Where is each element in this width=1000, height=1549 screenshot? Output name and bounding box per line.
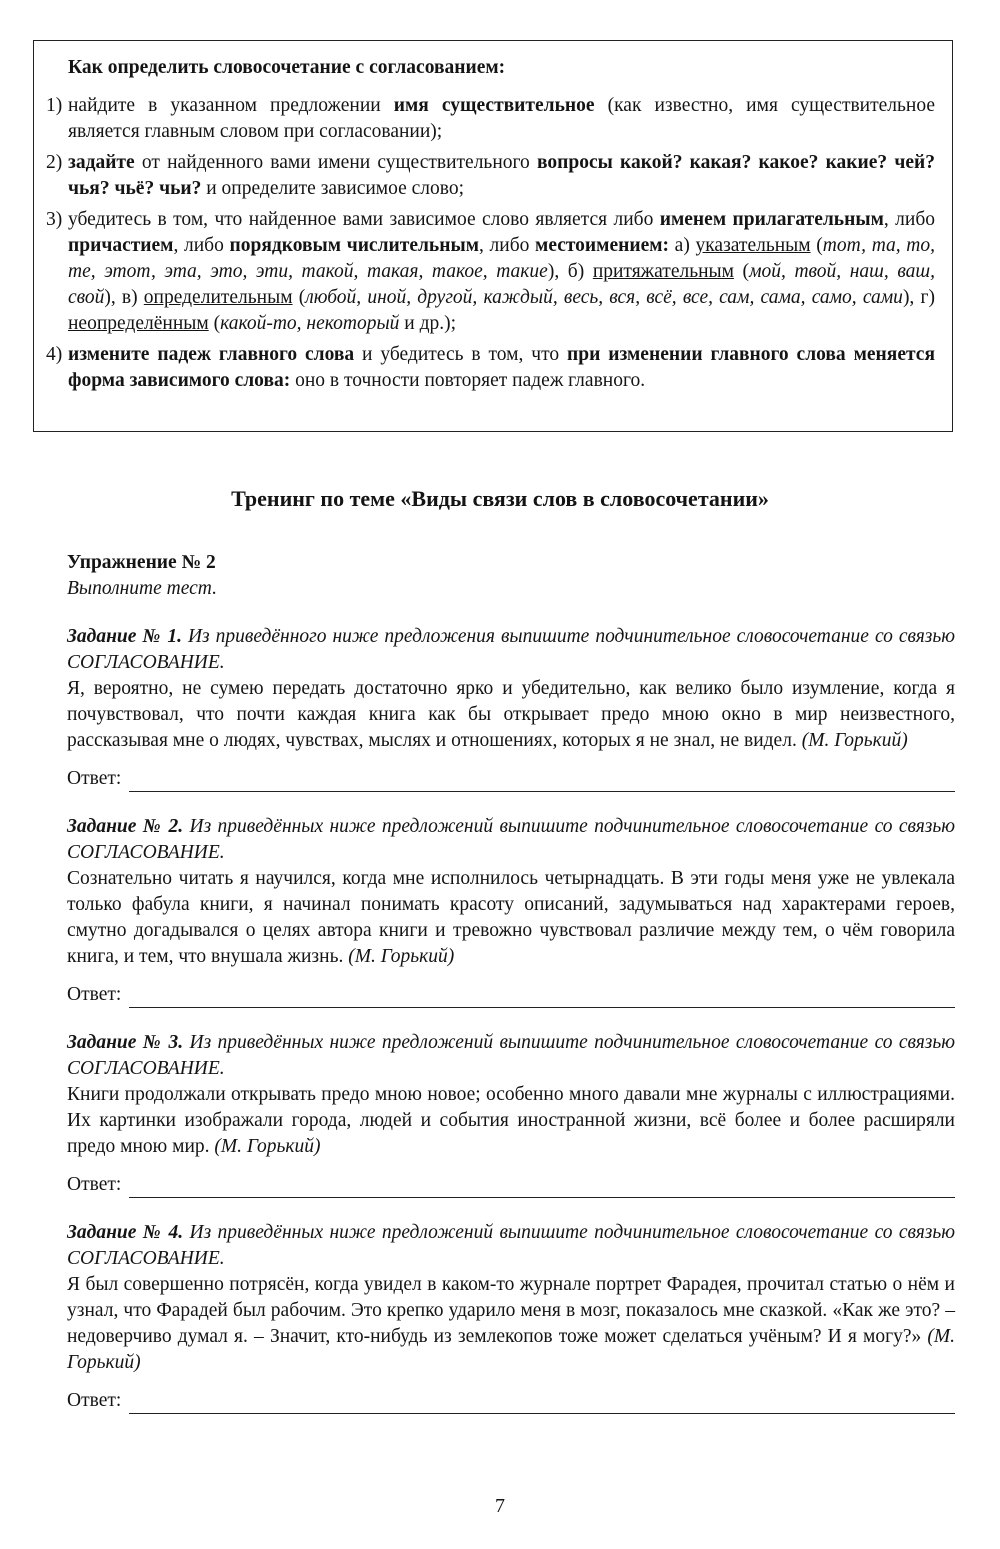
task-author: (М. Горький) — [214, 1136, 321, 1157]
task-question-text: Из приведённых ниже предложений выпишите подчинительное словосочетание со связью СОГЛАСОВАНИЕ. — [67, 1032, 956, 1079]
task-passage-text: Я, вероятно, не сумею передать достаточно ярко и убедительно, как велико было изумление, когда я почувствовал, что почти каждая книга как бы открывает предо мною окно в мир неизвестного, рассказывая мне о людях, чувствах, мыслях и отношениях, которых я не знал, не видел. — [67, 678, 955, 751]
task-1 — [67, 624, 955, 792]
rule-text-segment: оно в точности повторяет падеж главного. — [290, 370, 646, 391]
rule-number: 1) — [46, 95, 63, 116]
rule-text-segment: тот, та, то, те, этот, эта, это, эти, такой, такая, такое, такие — [68, 235, 936, 282]
rule-number: 2) — [46, 152, 63, 173]
task-passage-text: Книги продолжали открывать предо мною новое; особенно много давали мне журналы с иллюстрациями. Их картинки изображали города, людей и события иностранной жизни, всё более и более расширяли предо мною мир. — [67, 1084, 955, 1157]
rule-text-segment: местоимением: — [535, 235, 670, 256]
task-question-text: Из приведённых ниже предложений выпишите подчинительное словосочетание со связью СОГЛАСОВАНИЕ. — [67, 816, 956, 863]
rule-text — [68, 93, 935, 145]
rule-text-segment: указательным — [695, 235, 811, 256]
rule-text-segment: любой, иной, другой, каждый, весь, вся, всё, все, сам, сама, само, сами — [305, 287, 903, 308]
exercise-instruction: Выполните тест. — [67, 578, 218, 599]
task-passage — [67, 1082, 955, 1160]
task-question-text: Из приведённого ниже предложения выпишите подчинительное словосочетание со связью СОГЛАСОВАНИЕ. — [67, 626, 956, 673]
answer-label: Ответ: — [67, 768, 122, 789]
rule-text-segment: порядковым числительным — [229, 235, 479, 256]
task-question — [67, 1030, 955, 1082]
rule-text-segment: , либо — [883, 209, 935, 230]
answer-row — [67, 982, 955, 1008]
task-question-text: Из приведённых ниже предложений выпишите подчинительное словосочетание со связью СОГЛАСОВАНИЕ. — [67, 1222, 956, 1269]
rule-text-segment: убедитесь в том, что найденное вами зависимое слово является либо — [68, 209, 660, 230]
rule-text-segment: найдите в указанном предложении — [68, 95, 394, 116]
rule-text-segment: ( — [810, 235, 823, 256]
task-label: Задание № 2. — [67, 816, 184, 837]
rule-text-segment: от найденного вами имени существительного — [134, 152, 537, 173]
rule-text-segment: и др.); — [399, 313, 457, 334]
rule-item — [46, 342, 935, 394]
task-passage — [67, 866, 955, 970]
answer-row — [67, 1388, 955, 1414]
page-number: 7 — [495, 1495, 505, 1517]
rule-text-segment: мой, твой, наш, ваш, свой — [68, 261, 935, 308]
answer-line-field[interactable] — [129, 771, 955, 792]
rule-text — [68, 207, 935, 337]
rule-text-segment: и убедитесь в том, что — [354, 344, 567, 365]
rule-text-segment: ( — [208, 313, 221, 334]
section-title: Тренинг по теме «Виды связи слов в словосочетании» — [231, 486, 769, 511]
rule-number: 3) — [46, 209, 63, 230]
rule-text-segment: неопределённым — [68, 313, 209, 334]
task-label: Задание № 1. — [67, 626, 182, 647]
answer-label: Ответ: — [67, 984, 122, 1005]
task-3 — [67, 1030, 955, 1198]
exercise-heading: Упражнение № 2 — [67, 552, 216, 573]
task-question — [67, 624, 955, 676]
rule-text-segment: , либо — [173, 235, 230, 256]
rule-text — [68, 150, 935, 202]
rule-item — [46, 150, 935, 202]
task-passage — [67, 1272, 955, 1376]
task-passage-text: Я был совершенно потрясён, когда увидел в каком-то журнале портрет Фарадея, прочитал статью о нём и узнал, что Фарадей был рабочим. Это крепко ударило меня в мозг, показалось мне сказкой. «Как же это? – недоверчиво думал я. – Значит, кто-нибудь из землекопов тоже может сделаться учёным? И я могу?» — [67, 1274, 955, 1347]
task-2 — [67, 814, 955, 1008]
rule-text-segment: ), г) — [902, 287, 935, 308]
task-label: Задание № 3. — [67, 1032, 184, 1053]
rule-text-segment: измените падеж главного слова — [68, 344, 355, 365]
rule-text-segment: а) — [669, 235, 696, 256]
answer-label: Ответ: — [67, 1390, 122, 1411]
answer-line-field[interactable] — [129, 1177, 955, 1198]
rule-item — [46, 93, 935, 145]
rule-text-segment: ), в) — [104, 287, 144, 308]
answer-label: Ответ: — [67, 1174, 122, 1195]
rule-text-segment: какой-то, некоторый — [220, 313, 400, 334]
task-label: Задание № 4. — [67, 1222, 184, 1243]
rule-text-segment: вопросы какой? какая? какое? какие? чей? чья? чьё? чьи? — [68, 152, 935, 199]
task-passage — [67, 676, 955, 754]
answer-line-field[interactable] — [129, 987, 955, 1008]
rule-title: Как определить словосочетание с согласованием: — [68, 57, 506, 78]
task-question — [67, 1220, 955, 1272]
exercise — [67, 550, 955, 1436]
answer-row — [67, 766, 955, 792]
rule-text-segment: и определите зависимое слово; — [201, 178, 465, 199]
task-passage-text: Сознательно читать я научился, когда мне исполнилось четырнадцать. В эти годы меня уже не увлекала только фабула книги, я начинал понимать красоту описаний, задумываться над характерами героев, смутно догадывался о целях автора книги и тревожно чувствовал различие между тем, о чём говорила книга, и тем, что внушала жизнь. — [67, 868, 955, 967]
rule-text-segment: задайте — [68, 152, 135, 173]
rule-text-segment: имя существительное — [393, 95, 595, 116]
rule-text-segment: ( — [733, 261, 750, 282]
rule-text-segment: именем прилагательным — [659, 209, 884, 230]
task-4 — [67, 1220, 955, 1414]
rule-text — [68, 342, 935, 394]
rule-text-segment: ), б) — [547, 261, 593, 282]
rule-number: 4) — [46, 344, 63, 365]
task-author: (М. Горький) — [348, 946, 455, 967]
rule-item — [46, 207, 935, 337]
rule-box — [33, 40, 953, 432]
rule-text-segment: притяжательным — [592, 261, 734, 282]
answer-row — [67, 1172, 955, 1198]
task-author: (М. Горький) — [67, 1326, 956, 1373]
rule-text-segment: при изменении главного слова меняется форма зависимого слова: — [68, 344, 935, 391]
rule-text-segment: ( — [292, 287, 306, 308]
answer-line-field[interactable] — [129, 1393, 955, 1414]
task-question — [67, 814, 955, 866]
rule-text-segment: определительным — [143, 287, 293, 308]
rule-text-segment: причастием — [68, 235, 174, 256]
rule-text-segment: , либо — [479, 235, 536, 256]
rule-text-segment: (как известно, имя существительное является главным словом при согласовании); — [68, 95, 935, 142]
task-author: (М. Горький) — [801, 730, 908, 751]
